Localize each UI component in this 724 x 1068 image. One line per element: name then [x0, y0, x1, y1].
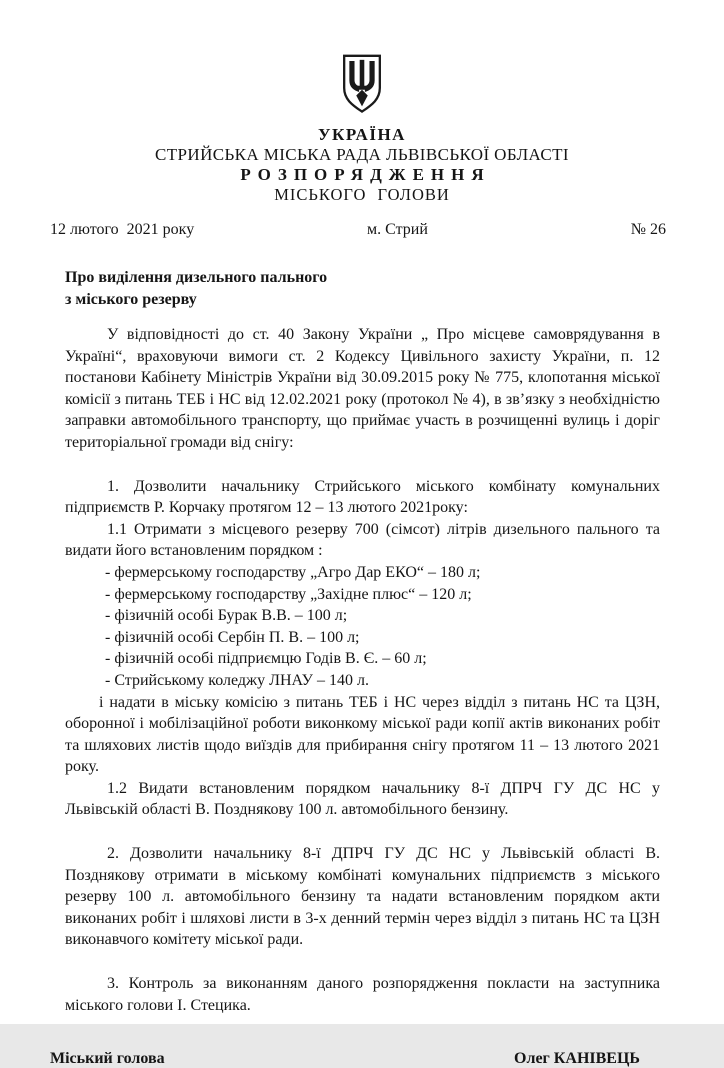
signature-row [0, 1050, 724, 1068]
allocation-item: - Стрийському коледжу ЛНАУ – 140 л. [105, 671, 369, 689]
document-meta-row [0, 221, 724, 239]
letterhead [0, 0, 724, 205]
letterhead-document-author: МІСЬКОГО ГОЛОВИ [274, 185, 450, 204]
item-3-paragraph: 3. Контроль за виконанням даного розпорядження покласти на заступника міського голови І. Стецика. [65, 975, 660, 1014]
item-1-2-paragraph: 1.2 Видати встановленим порядком начальнику 8-ї ДПРЧ ГУ ДС НС у Львівській області В. Позднякову 100 л. автомобільного бензину. [65, 779, 660, 819]
allocation-item: - фермерському господарству „Західне плюс“ – 120 л; [105, 585, 472, 603]
allocation-item: - фізичній особі Сербін П. В. – 100 л; [105, 628, 360, 646]
document-number: № 26 [630, 221, 666, 238]
document-place: м. Стрий [367, 221, 428, 238]
preamble-paragraph: У відповідності до ст. 40 Закону України „ Про місцеве самоврядування в Україні“, враховуючи вимоги ст. 2 Кодексу Цивільного захисту України, п. 12 постанови Кабінету Міністрів України від 30.09.2015 року № 775, клопотання міської комісії з питань ТЕБ і НС від 12.02.2021 року (протокол № 4), в зв’язку з необхідністю заправки автомобільного транспорту, що приймає участь в розчищенні вулиць і доріг територіальної громади від снігу: [65, 326, 660, 451]
letterhead-document-type: РОЗПОРЯДЖЕННЯ [240, 165, 491, 184]
item-1-paragraph: 1. Дозволити начальнику Стрийського міського комбінату комунальних підприємств Р. Корчаку протягом 12 – 13 лютого 2021року: [65, 477, 660, 517]
item-1-1-paragraph: 1.1 Отримати з місцевого резерву 700 (сімсот) літрів дизельного пального та видати його встановленим порядком : [65, 520, 660, 560]
letterhead-country: УКРАЇНА [318, 125, 406, 144]
document-body [65, 324, 660, 1016]
fuel-allocation-list [65, 562, 660, 692]
item-2-paragraph: 2. Дозволити начальнику 8-ї ДПРЧ ГУ ДС НС у Львівській області В. Позднякову отримати в міському комбінаті комунальних підприємств з міського резерву 100 л. автомобільного бензину та надати встановленим порядком акти виконаних робіт і шляхові листи в 3-х денний термін через відділ з питань НС та ЦЗН виконавчого комітету міської ради. [65, 845, 660, 949]
document-subject [65, 267, 660, 310]
subject-line-1: Про виділення дизельного пального [65, 269, 328, 286]
letterhead-council-name: СТРИЙСЬКА МІСЬКА РАДА ЛЬВІВСЬКОЇ ОБЛАСТІ [155, 145, 569, 164]
allocation-item: - фізичній особі підприємцю Годів В. Є. – 60 л; [105, 650, 427, 668]
ukraine-trident-emblem-icon [339, 54, 385, 114]
document-date: 12 лютого 2021 року [50, 221, 195, 238]
item-1-1-continuation-paragraph: і надати в міську комісію з питань ТЕБ і НС через відділ з питань НС та ЦЗН, оборонної і мобілізаційної роботи виконкому міської ради копії актів виконаних робіт та шляхових листів щодо виїздів для прибирання снігу протягом 11 – 13 лютого 2021 року. [65, 693, 660, 776]
allocation-item: - фермерському господарству „Агро Дар ЕКО“ – 180 л; [105, 563, 481, 581]
signer-name: Олег КАНІВЕЦЬ [514, 1050, 640, 1068]
signer-position: Міський голова [50, 1050, 165, 1068]
subject-line-2: з міського резерву [65, 290, 197, 308]
allocation-item: - фізичній особі Бурак В.В. – 100 л; [105, 607, 348, 625]
